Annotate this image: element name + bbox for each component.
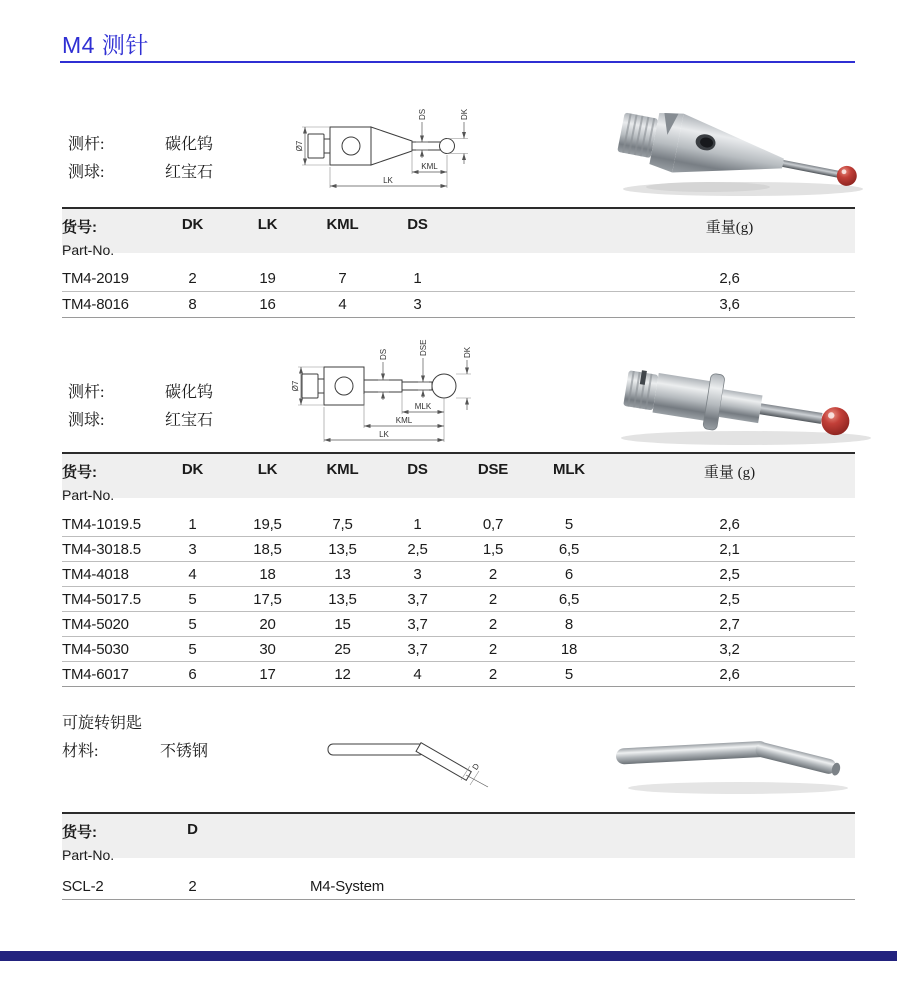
- part-number: TM4-5017.5: [62, 590, 141, 608]
- cell-lk: 17: [259, 665, 276, 683]
- cell-ds: 1: [413, 270, 422, 287]
- cell-dse: 2: [488, 615, 498, 633]
- cell-weight: 2,6: [719, 270, 740, 287]
- part-label: 货号:: [62, 464, 97, 481]
- part-number: TM4-2019: [62, 270, 129, 287]
- cell-weight: 2,6: [719, 665, 740, 683]
- cell-mlk: 6,5: [558, 540, 580, 558]
- dim-label-kml: KML: [395, 416, 413, 425]
- cell-weight: 2,6: [719, 515, 740, 533]
- cell-kml: 13: [334, 565, 351, 583]
- cell-ds: 3,7: [407, 615, 428, 633]
- col-header-kml: KML: [326, 216, 359, 233]
- table-stylus-stepped: [62, 452, 855, 687]
- cell-lk: 19: [259, 270, 276, 287]
- cell-dse: 1,5: [482, 540, 504, 558]
- technical-drawing-key: [318, 722, 493, 794]
- dim-label-d: D: [470, 761, 482, 772]
- cell-mlk: 18: [560, 640, 578, 658]
- part-number: TM4-1019.5: [62, 515, 141, 533]
- cell-dse: 0,7: [482, 515, 504, 533]
- drawing-key-outline: [328, 743, 471, 781]
- col-header-dk: DK: [181, 216, 204, 233]
- col-header-lk: LK: [257, 216, 278, 233]
- cell-lk: 16: [259, 296, 276, 313]
- title-underline: [60, 61, 855, 63]
- part-number: TM4-5030: [62, 640, 129, 658]
- cell-kml: 7: [338, 270, 347, 287]
- cell-ds: 2,5: [407, 540, 428, 558]
- spec-row: [68, 131, 213, 159]
- dim-label-lk: LK: [383, 176, 393, 185]
- part-number: TM4-4018: [62, 565, 129, 583]
- cell-lk: 30: [259, 640, 276, 658]
- table-row: [62, 266, 855, 292]
- photo-shadow-dark: [646, 182, 770, 192]
- table-row: [62, 612, 855, 637]
- col-header-ds: DS: [407, 216, 428, 233]
- cell-ds: 3,7: [407, 640, 428, 658]
- spec-block-2: [68, 379, 213, 435]
- spec-label: 测球:: [68, 164, 105, 181]
- spec-row: [62, 738, 208, 766]
- cell-mlk: 6,5: [558, 590, 580, 608]
- cell-lk: 18: [259, 565, 276, 583]
- part-number: SCL-2: [62, 877, 104, 895]
- cell-ds: 3: [413, 296, 422, 313]
- col-header-ds: DS: [407, 461, 428, 478]
- col-header-dk: DK: [181, 461, 204, 478]
- col-header-dse: DSE: [477, 461, 509, 478]
- cell-dk: 3: [188, 540, 197, 558]
- table-row: [62, 292, 855, 318]
- drawing-stylus-outline: [302, 367, 456, 405]
- part-sublabel: Part-No.: [62, 487, 115, 503]
- cell-lk: 19,5: [253, 515, 282, 533]
- dim-label-mlk: MLK: [414, 402, 432, 411]
- part-number: TM4-6017: [62, 665, 129, 683]
- part-number: TM4-3018.5: [62, 540, 141, 558]
- spec-block-3: [62, 710, 208, 766]
- cell-dk: 8: [188, 296, 197, 313]
- cell-dk: 6: [188, 665, 197, 683]
- spec-block-1: [68, 131, 213, 187]
- part-no-header: [62, 216, 155, 258]
- spec-label: 测杆:: [68, 384, 105, 401]
- table-row: [62, 662, 855, 687]
- cell-kml: 15: [334, 615, 351, 633]
- table-stylus-short: [62, 207, 855, 318]
- drawing-stylus-outline: [308, 127, 455, 165]
- cell-ds: 3,7: [407, 590, 428, 608]
- cell-lk: 20: [259, 615, 276, 633]
- spec-row: [68, 379, 213, 407]
- spec-value: 红宝石: [165, 412, 214, 429]
- table-row: [62, 637, 855, 662]
- cell-weight: 2,5: [719, 565, 740, 583]
- part-no-header: [62, 461, 155, 503]
- part-label: 货号:: [62, 824, 97, 841]
- cell-dk: 1: [188, 515, 197, 533]
- spec-label: 测球:: [68, 412, 105, 429]
- cell-dk: 4: [188, 565, 197, 583]
- cell-dk: 5: [188, 640, 197, 658]
- product-photo-stylus-1: [593, 86, 885, 204]
- cell-mlk: 5: [564, 515, 574, 533]
- footer-bar: [0, 951, 897, 961]
- spec-label: 测杆:: [68, 136, 105, 153]
- page-title: M4 测针: [62, 32, 149, 58]
- dim-label-dia7: Ø7: [291, 380, 300, 392]
- part-number: TM4-8016: [62, 296, 129, 313]
- table-header: [62, 452, 855, 503]
- dim-label-ds: DS: [379, 348, 388, 360]
- dim-label-lk: LK: [379, 430, 389, 439]
- table-row: [62, 562, 855, 587]
- section-title: 可旋转钥匙: [62, 715, 143, 732]
- technical-drawing-stylus-2: [290, 338, 500, 448]
- dim-label-kml: KML: [421, 162, 438, 171]
- cell-weight: 2,5: [719, 590, 740, 608]
- cell-dse: 2: [488, 590, 498, 608]
- dim-label-dk: DK: [463, 346, 472, 358]
- table-row: [62, 587, 855, 612]
- cell-weight: 3,2: [719, 640, 740, 658]
- col-header-weight: 重量(g): [705, 220, 754, 236]
- cell-mlk: 5: [564, 665, 574, 683]
- cell-lk: 18,5: [253, 540, 282, 558]
- cell-dk: 5: [188, 590, 197, 608]
- part-label: 货号:: [62, 219, 97, 236]
- table-row: [62, 873, 855, 900]
- cell-mlk: 8: [564, 615, 574, 633]
- table-key: [62, 812, 855, 900]
- product-photo-stylus-2: [606, 338, 894, 453]
- table-body: [62, 512, 855, 687]
- cell-mlk: 6: [564, 565, 574, 583]
- cell-kml: 12: [334, 665, 351, 683]
- cell-ds: 3: [413, 565, 422, 583]
- cell-dse: 2: [488, 640, 498, 658]
- table-body: [62, 873, 855, 900]
- dim-label-ds: DS: [418, 108, 427, 120]
- spec-row: [68, 407, 213, 435]
- part-no-header: [62, 821, 155, 863]
- technical-drawing-stylus-1: [294, 100, 479, 200]
- col-header-weight: 重量 (g): [703, 465, 756, 481]
- photo-shadow: [628, 782, 848, 794]
- cell-weight: 2,7: [719, 615, 740, 633]
- cell-system: M4-System: [310, 877, 385, 895]
- table-header: [62, 812, 855, 863]
- spec-value: 不锈钢: [160, 743, 209, 760]
- cell-dk: 2: [188, 270, 197, 287]
- table-header: [62, 207, 855, 258]
- cell-kml: 13,5: [328, 540, 357, 558]
- cell-dse: 2: [488, 665, 498, 683]
- cell-weight: 3,6: [719, 296, 740, 313]
- spec-value: 碳化钨: [165, 136, 214, 153]
- dim-label-dse: DSE: [419, 339, 428, 356]
- spec-value: 红宝石: [165, 164, 214, 181]
- cell-kml: 25: [334, 640, 351, 658]
- cell-dse: 2: [488, 565, 498, 583]
- cell-kml: 4: [338, 296, 347, 313]
- cell-kml: 13,5: [328, 590, 357, 608]
- part-sublabel: Part-No.: [62, 242, 115, 258]
- cell-lk: 17,5: [253, 590, 282, 608]
- spec-value: 碳化钨: [165, 384, 214, 401]
- cell-weight: 2,1: [719, 540, 740, 558]
- table-row: [62, 537, 855, 562]
- cell-ds: 1: [413, 515, 422, 533]
- spec-row: [68, 159, 213, 187]
- dim-label-dk: DK: [460, 108, 469, 120]
- cell-d: 2: [188, 877, 197, 895]
- col-header-lk: LK: [257, 461, 278, 478]
- dim-label-dia7: Ø7: [295, 140, 304, 152]
- table-row: [62, 512, 855, 537]
- cell-kml: 7,5: [332, 515, 353, 533]
- cell-dk: 5: [188, 615, 197, 633]
- part-number: TM4-5020: [62, 615, 129, 633]
- table-body: [62, 266, 855, 318]
- key-render: [616, 737, 842, 788]
- product-photo-key: [608, 712, 860, 800]
- col-header-kml: KML: [326, 461, 359, 478]
- spec-label: 材料:: [62, 743, 99, 760]
- col-header-mlk: MLK: [553, 461, 585, 478]
- part-sublabel: Part-No.: [62, 847, 115, 863]
- col-header-d: D: [187, 821, 198, 838]
- cell-ds: 4: [413, 665, 422, 683]
